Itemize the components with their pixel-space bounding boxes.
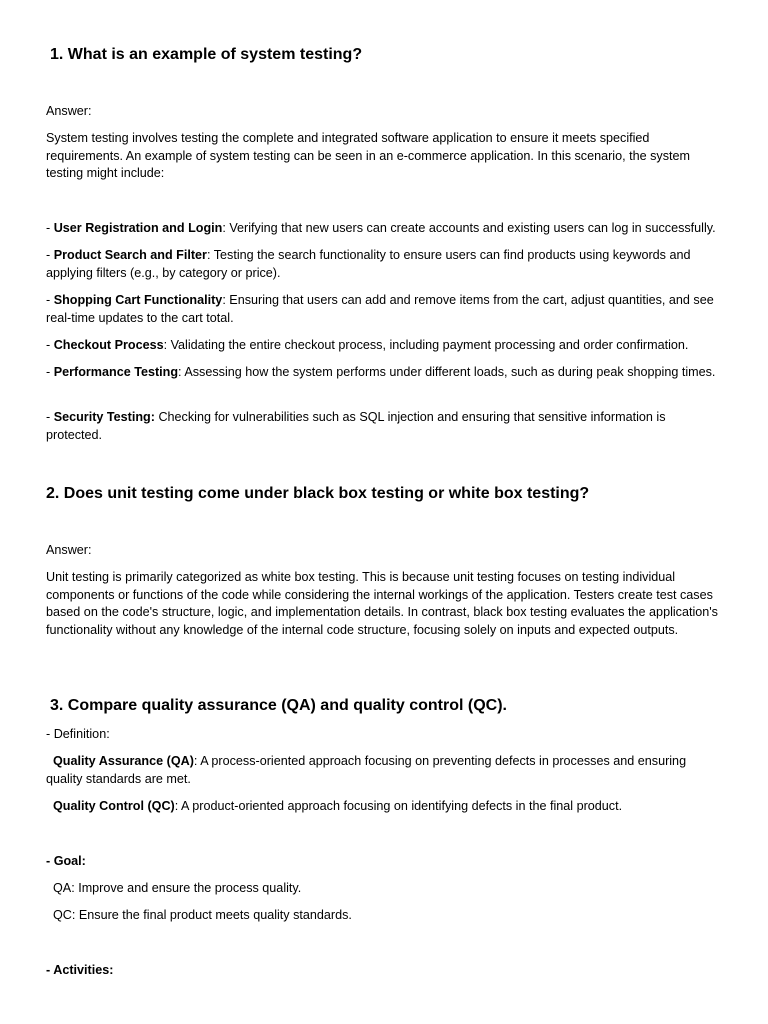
list-item-term: Security Testing: (53, 410, 155, 424)
list-item-term: Checkout Process (53, 338, 164, 352)
question-2-answer-label: Answer: (46, 543, 92, 557)
activities-label: - Activities: (46, 963, 114, 977)
question-1-answer-label: Answer: (46, 104, 92, 118)
list-item-term: User Registration and Login (53, 221, 223, 235)
goal-qa: QA: Improve and ensure the process quality. (46, 881, 302, 895)
definition-label: - Definition: (46, 727, 110, 741)
question-1-heading: 1. What is an example of system testing? (50, 46, 363, 63)
goal-qc: QC: Ensure the final product meets quality standards. (46, 908, 352, 922)
list-item-term: Product Search and Filter (53, 248, 207, 262)
goal-label: - Goal: (46, 854, 86, 868)
question-3-heading: 3. Compare quality assurance (QA) and quality control (QC). (50, 697, 507, 714)
list-item: - Performance Testing: Assessing how the system performs under different loads, such as during peak shopping times. (46, 365, 716, 379)
question-2-heading: 2. Does unit testing come under black box testing or white box testing? (46, 485, 590, 502)
qc-term: Quality Control (QC) (53, 799, 175, 813)
qa-term: Quality Assurance (QA) (53, 754, 194, 768)
question-2-body: Unit testing is primarily categorized as white box testing. This is because unit testing focuses on testing individual components or functions of the code while considering the internal workings of the application. Testers create test cases based on the code's structure, logic, and implementation details. In contrast, black box testing evaluates the application's functionality without any knowledge of the internal code structure, focusing solely on inputs and expected outputs. (46, 570, 718, 637)
list-item: - Security Testing: Checking for vulnerabilities such as SQL injection and ensuring that sensitive information is protected. (46, 410, 666, 442)
list-item-term: Shopping Cart Functionality (53, 293, 223, 307)
list-item: - Shopping Cart Functionality: Ensuring that users can add and remove items from the cart, adjust quantities, and see real-time updates to the cart total. (46, 293, 714, 325)
qa-definition: Quality Assurance (QA): A process-oriented approach focusing on preventing defects in processes and ensuring quality standards are met. (46, 754, 690, 786)
list-item: - Checkout Process: Validating the entire checkout process, including payment processing and order confirmation. (46, 338, 689, 352)
list-item-term: Performance Testing (53, 365, 179, 379)
list-item: - Product Search and Filter: Testing the search functionality to ensure users can find products using keywords and applying filters (e.g., by category or price). (46, 248, 691, 280)
question-1-intro: System testing involves testing the complete and integrated software application to ensure it meets specified requirements. An example of system testing can be seen in an e-commerce application. In this scenario, the system testing might include: (46, 131, 690, 181)
list-item: - User Registration and Login: Verifying that new users can create accounts and existing users can log in successfully. (46, 221, 716, 235)
qc-definition: Quality Control (QC): A product-oriented approach focusing on identifying defects in the final product. (53, 799, 623, 813)
